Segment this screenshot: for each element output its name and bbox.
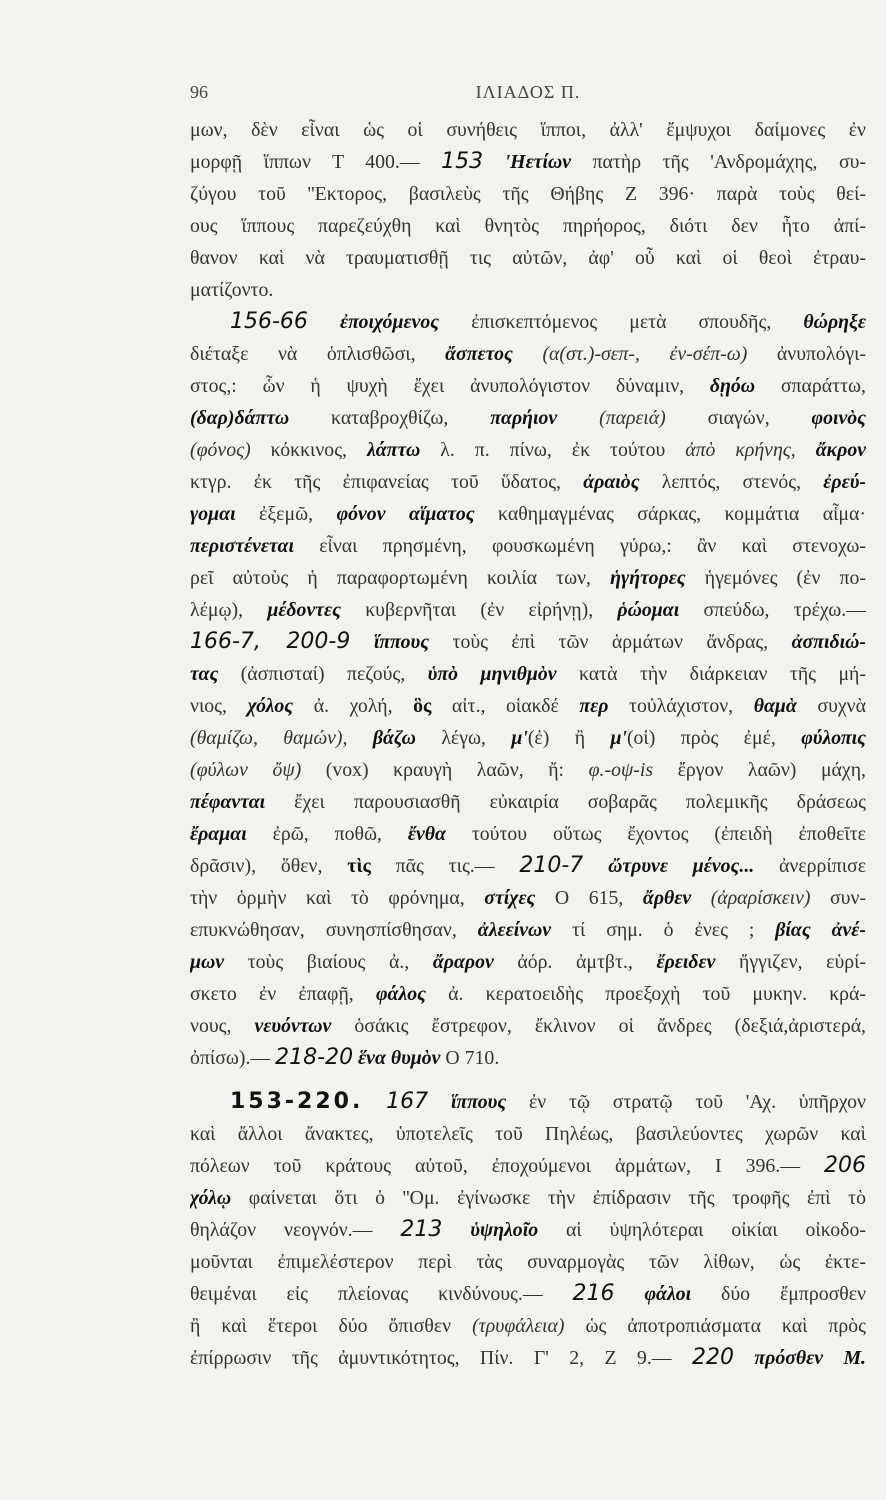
text-line xyxy=(190,530,866,562)
text-run: ὁσάκις ἔστρεφον, ἔκλινον οἱ ἄνδρες (δεξιά,ἀριστερά, xyxy=(331,1015,866,1037)
text-run: εἶναι πρησμένη, φουσκωμένη γύρω,: ἂν καὶ στενοχω- xyxy=(294,535,866,557)
text-run: κατὰ τὴν διάρκειαν τῆς μή- xyxy=(556,663,866,685)
lemma: βάζω xyxy=(372,727,416,749)
text-run: θειμέναι εἰς πλείονας κινδύνους.— xyxy=(190,1283,573,1305)
lemma: πέφανται xyxy=(190,791,266,813)
text-run xyxy=(513,343,543,365)
italic-run: (θαμίζω, θαμών), xyxy=(190,727,348,749)
italic-run: (φύλων ὄψ) xyxy=(190,759,302,781)
text-line xyxy=(190,466,866,498)
lemma: 'Ηετίων xyxy=(504,151,572,173)
text-run xyxy=(428,1091,451,1113)
text-run: ἀνερρίπισε xyxy=(754,855,866,877)
text-run: (οἱ) πρὸς ἐμέ, xyxy=(626,727,802,749)
text-line xyxy=(190,754,866,786)
lemma: ἄκρον xyxy=(815,439,866,461)
text-line xyxy=(190,914,866,946)
text-line xyxy=(190,498,866,530)
text-run: τοὐλάχιστον, xyxy=(608,695,754,717)
lemma: ἵππους xyxy=(373,631,430,653)
lemma: παρήιον xyxy=(490,407,558,429)
section-heading: 153-220. xyxy=(230,1089,364,1114)
lemma: περ xyxy=(579,695,609,717)
lemma: μέδοντες xyxy=(267,599,341,621)
text-run: (vox) κραυγὴ λαῶν, ἤ: xyxy=(301,759,589,781)
text-run: καὶ ἄλλοι ἄνακτες, ὑποτελεῖς τοῦ Πηλέως, βασιλεύοντες χωρῶν καὶ xyxy=(190,1123,866,1145)
verse-number: 218-20 xyxy=(275,1045,354,1070)
text-run xyxy=(442,1219,470,1241)
text-run: κόκκινος, xyxy=(250,439,367,461)
text-run: ἐπισκεπτόμενος μετὰ σπουδῆς, xyxy=(439,311,804,333)
text-run xyxy=(691,887,711,909)
lemma: τας xyxy=(190,663,219,685)
text-run: πατὴρ τῆς 'Ανδρομάχης, συ- xyxy=(571,151,866,173)
text-run: δύο ἔμπροσθεν xyxy=(691,1283,866,1305)
text-run: ἐρῶ, ποθῶ, xyxy=(246,823,408,845)
lemma: μ' xyxy=(610,727,627,749)
lemma: ὤτρυνε μένος... xyxy=(608,855,755,877)
text-line xyxy=(190,1118,866,1150)
lemma: θώρηξε xyxy=(803,311,866,333)
lemma: ἔνθα xyxy=(407,823,446,845)
text-run xyxy=(796,439,816,461)
lemma: λάπτω xyxy=(366,439,421,461)
text-run: ἢ καὶ ἕτεροι δύο ὄπισθεν xyxy=(190,1315,473,1337)
text-run: τούτου οὕτως ἔχοντος (ἐπειδὴ ἐποθεῖτε xyxy=(445,823,866,845)
text-line xyxy=(190,562,866,594)
italic-run: (τρυφάλεια) xyxy=(472,1315,565,1337)
text-run: ἀνυπολόγι- xyxy=(747,343,866,365)
text-run: διέταξε νὰ ὁπλισθῶσι, xyxy=(190,343,446,365)
text-run: σκετο ἐν ἐπαφῇ, xyxy=(190,983,376,1005)
lemma: στίχες xyxy=(484,887,536,909)
text-run: φαίνεται ὅτι ὁ ''Ομ. ἐγίνωσκε τὴν ἐπίδρασιν τῆς τροφῆς ἐπὶ τὸ xyxy=(231,1187,866,1209)
lemma: φάλοι xyxy=(644,1283,692,1305)
lemma: ἀραιὸς xyxy=(583,471,640,493)
text-run: λεπτός, στενός, xyxy=(639,471,824,493)
lemma: ἄραρον xyxy=(432,951,494,973)
text-line xyxy=(190,1086,866,1118)
text-line xyxy=(190,370,866,402)
text-run: ἔργον λαῶν) μάχη, xyxy=(653,759,866,781)
text-run: ρεῖ αὐτοὺς ἡ παραφορτωμένη κοιλία των, xyxy=(190,567,611,589)
text-run: θανον καὶ νὰ τραυματισθῇ τις αὐτῶν, ἀφ' οὗ καὶ οἱ θεοὶ ἐτραυ- xyxy=(190,247,866,269)
text-run xyxy=(483,151,505,173)
lemma: φοινὸς xyxy=(811,407,866,429)
text-line xyxy=(190,1310,866,1342)
italic-run: ἀπὸ κρήνης, xyxy=(685,439,796,461)
lemma: ἔραμαι xyxy=(190,823,247,845)
lemma: ἐποιχόμενος xyxy=(340,311,440,333)
commentary-text xyxy=(190,114,866,1374)
verse-number: 216 xyxy=(572,1281,615,1306)
lemma: ἄρθεν xyxy=(642,887,692,909)
text-line xyxy=(190,1182,866,1214)
lemma: ἵππους xyxy=(450,1091,507,1113)
text-line xyxy=(190,690,866,722)
text-run: μοῦνται ἐπιμελέστερον περὶ τὰς συναρμογὰς τῶν λίθων, ὡς ἐκτε- xyxy=(190,1251,866,1273)
text-line xyxy=(190,402,866,434)
italic-run: φ.-οψ-is xyxy=(588,759,654,781)
text-run: ὡς ἀποτροπιάσματα καὶ πρὸς xyxy=(564,1315,866,1337)
lemma: θαμὰ xyxy=(753,695,797,717)
text-run: σπεύδω, τρέχω.— xyxy=(679,599,866,621)
verse-number: 166-7, 200-9 xyxy=(190,629,351,654)
text-line xyxy=(190,850,866,882)
lemma: περιστένεται xyxy=(190,535,294,557)
lemma: (δαρ)δάπτω xyxy=(190,407,290,429)
text-run: επυκνώθησαν, συνησπίσθησαν, xyxy=(190,919,478,941)
text-run: δρᾶσιν), ὅθεν, xyxy=(190,855,348,877)
text-line xyxy=(190,210,866,242)
text-line xyxy=(190,1214,866,1246)
text-run: Ο 710. xyxy=(440,1047,500,1069)
text-run: σιαγών, xyxy=(665,407,812,429)
text-run xyxy=(363,1091,386,1113)
text-line xyxy=(190,114,866,146)
text-line xyxy=(190,274,866,306)
verse-number: 210-7 xyxy=(519,853,584,878)
page-header xyxy=(190,82,866,106)
text-run: ματίζοντο. xyxy=(190,279,274,301)
text-run: καθημαγμένας σάρκας, κομμάτια αἷμα· xyxy=(474,503,866,525)
text-run: κυβερνῆται (ἐν εἰρήνῃ), xyxy=(340,599,618,621)
text-run: μων, δὲν εἶναι ὡς οἱ συνήθεις ἵπποι, ἀλλ' ἔμψυχοι δαίμονες ἐν xyxy=(190,119,866,141)
text-line xyxy=(190,658,866,690)
text-line xyxy=(190,306,866,338)
italic-run: (α(στ.)-σεπ-, ἐν-σέπ-ω) xyxy=(542,343,748,365)
lemma: νευόντων xyxy=(254,1015,332,1037)
lemma: ἀσπιδιώ- xyxy=(791,631,866,653)
italic-run: (φόνος) xyxy=(190,439,251,461)
lemma: ὑψηλοῖο xyxy=(470,1219,539,1241)
text-line xyxy=(190,978,866,1010)
text-line xyxy=(190,434,866,466)
text-line xyxy=(190,1342,866,1374)
verse-number: 156-66 xyxy=(230,309,308,334)
text-run: ἀ. κερατοειδὴς προεξοχὴ τοῦ μυκην. κρά- xyxy=(425,983,866,1005)
lemma: μων xyxy=(190,951,225,973)
lemma: μ' xyxy=(511,727,528,749)
lemma: ἕνα θυμὸν xyxy=(358,1047,441,1069)
lemma: γομαι xyxy=(190,503,236,525)
text-line xyxy=(190,626,866,658)
italic-run: (παρειά) xyxy=(599,407,666,429)
text-run: αἰτ., οἱακδέ xyxy=(431,695,580,717)
text-run: πόλεων τοῦ κράτους αὐτοῦ, ἐποχούμενοι ἁρμάτων, Ι 396.— xyxy=(190,1155,824,1177)
text-run: ἀ. χολή, xyxy=(293,695,414,717)
text-run: νιος, xyxy=(190,695,248,717)
text-line xyxy=(190,722,866,754)
text-run: λέγω, xyxy=(415,727,512,749)
text-run: λ. π. πίνω, ἐκ τούτου xyxy=(420,439,686,461)
verse-number: 213 xyxy=(400,1217,443,1242)
lemma: ἄσπετος xyxy=(445,343,513,365)
text-run: ἤγγιζεν, εὑρί- xyxy=(715,951,866,973)
text-run: αἱ ὑψηλότεραι οἰκίαι οἰκοδο- xyxy=(538,1219,866,1241)
lemma: πρόσθεν Μ. xyxy=(754,1347,866,1369)
italic-run: (ἀραρίσκειν) xyxy=(710,887,811,909)
text-run: τοὺς ἐπὶ τῶν ἁρμάτων ἄνδρας, xyxy=(429,631,792,653)
text-run: συν- xyxy=(810,887,866,909)
text-run xyxy=(347,727,372,749)
text-run: νους, xyxy=(190,1015,255,1037)
text-line xyxy=(190,786,866,818)
bold-run: ὃς xyxy=(413,695,432,717)
text-run: σπαράττω, xyxy=(755,375,866,397)
text-run: θηλάζον νεογνόν.— xyxy=(190,1219,401,1241)
page-number: 96 xyxy=(190,82,208,102)
text-line xyxy=(190,1042,866,1074)
text-run: ἀόρ. ἀμτβτ., xyxy=(493,951,657,973)
text-run: (ἐ) ἢ xyxy=(527,727,611,749)
text-run: συχνὰ xyxy=(796,695,866,717)
lemma: ἀλεείνων xyxy=(477,919,552,941)
text-line xyxy=(190,882,866,914)
text-line xyxy=(190,818,866,850)
text-line xyxy=(190,242,866,274)
text-run: πᾶς τις.— xyxy=(370,855,520,877)
text-run xyxy=(557,407,599,429)
text-run: ὀπίσω).— xyxy=(190,1047,276,1069)
text-run: ἐν τῷ στρατῷ τοῦ 'Αχ. ὑπῆρχον xyxy=(506,1091,866,1113)
lemma: ὑπὸ μηνιθμὸν xyxy=(427,663,557,685)
text-run: στος,: ὧν ἡ ψυχὴ ἔχει ἀνυπολόγιστον δύναμιν, xyxy=(190,375,710,397)
lemma: φύλοπις xyxy=(801,727,866,749)
text-run: Ο 615, xyxy=(535,887,643,909)
lemma: φάλος xyxy=(375,983,426,1005)
text-run: καταβροχθίζω, xyxy=(289,407,491,429)
text-line xyxy=(190,594,866,626)
text-run xyxy=(734,1347,754,1369)
text-run xyxy=(583,855,608,877)
lemma: φόνον αἵματος xyxy=(336,503,475,525)
text-line xyxy=(190,178,866,210)
text-run: ἐξεμῶ, xyxy=(235,503,337,525)
text-run xyxy=(308,311,340,333)
lemma: ῥώομαι xyxy=(617,599,680,621)
text-run: τὴν ὁρμὴν καὶ τὸ φρόνημα, xyxy=(190,887,485,909)
text-line xyxy=(190,1150,866,1182)
lemma: δῃόω xyxy=(709,375,756,397)
text-run xyxy=(350,631,373,653)
text-line xyxy=(190,946,866,978)
text-run: κτγρ. ἐκ τῆς ἐπιφανείας τοῦ ὕδατος, xyxy=(190,471,584,493)
verse-number: 153 xyxy=(441,149,484,174)
text-run: ους ἵππους παρεζεύχθη καὶ θνητὸς πηρήορος, διότι δεν ἦτο ἀπί- xyxy=(190,215,866,237)
lemma: ἐρεύ- xyxy=(823,471,866,493)
lemma: χόλῳ xyxy=(190,1187,232,1209)
text-run: τοὺς βιαίους ἀ., xyxy=(224,951,433,973)
text-run: ἡγεμόνες (ἐν πο- xyxy=(685,567,866,589)
verse-number: 167 xyxy=(386,1089,429,1114)
verse-number: 206 xyxy=(824,1153,866,1178)
text-run: μορφῇ ἵππων Τ 400.— xyxy=(190,151,442,173)
text-line xyxy=(190,1010,866,1042)
text-line xyxy=(190,146,866,178)
text-line xyxy=(190,338,866,370)
running-title: ΙΛΙΑΔΟΣ Π. xyxy=(475,82,581,102)
text-line xyxy=(190,1278,866,1310)
lemma: ἔρειδεν xyxy=(656,951,716,973)
verse-number: 220 xyxy=(691,1345,734,1370)
text-run: (ἀσπισταί) πεζούς, xyxy=(218,663,428,685)
text-run: λέμῳ), xyxy=(190,599,268,621)
text-run: ζύγου τοῦ ''Εκτορος, βασιλεὺς τῆς Θήβης Ζ 396· παρὰ τοὺς θεί- xyxy=(190,183,866,205)
text-run xyxy=(615,1283,645,1305)
lemma: χόλος xyxy=(247,695,294,717)
text-run: ἔχει παρουσιασθῆ εὐκαιρία σοβαρᾶς πολεμικῆς δράσεως xyxy=(265,791,866,813)
bold-run: τὶς xyxy=(347,855,371,877)
lemma: ἡγήτορες xyxy=(610,567,686,589)
text-run: τί σημ. ὁ ἐνες ; xyxy=(551,919,776,941)
text-line xyxy=(190,1246,866,1278)
text-run: ἐπίρρωσιν τῆς ἀμυντικότητος, Πίν. Γ' 2, Ζ 9.— xyxy=(190,1347,692,1369)
lemma: βίας ἀνέ- xyxy=(775,919,866,941)
